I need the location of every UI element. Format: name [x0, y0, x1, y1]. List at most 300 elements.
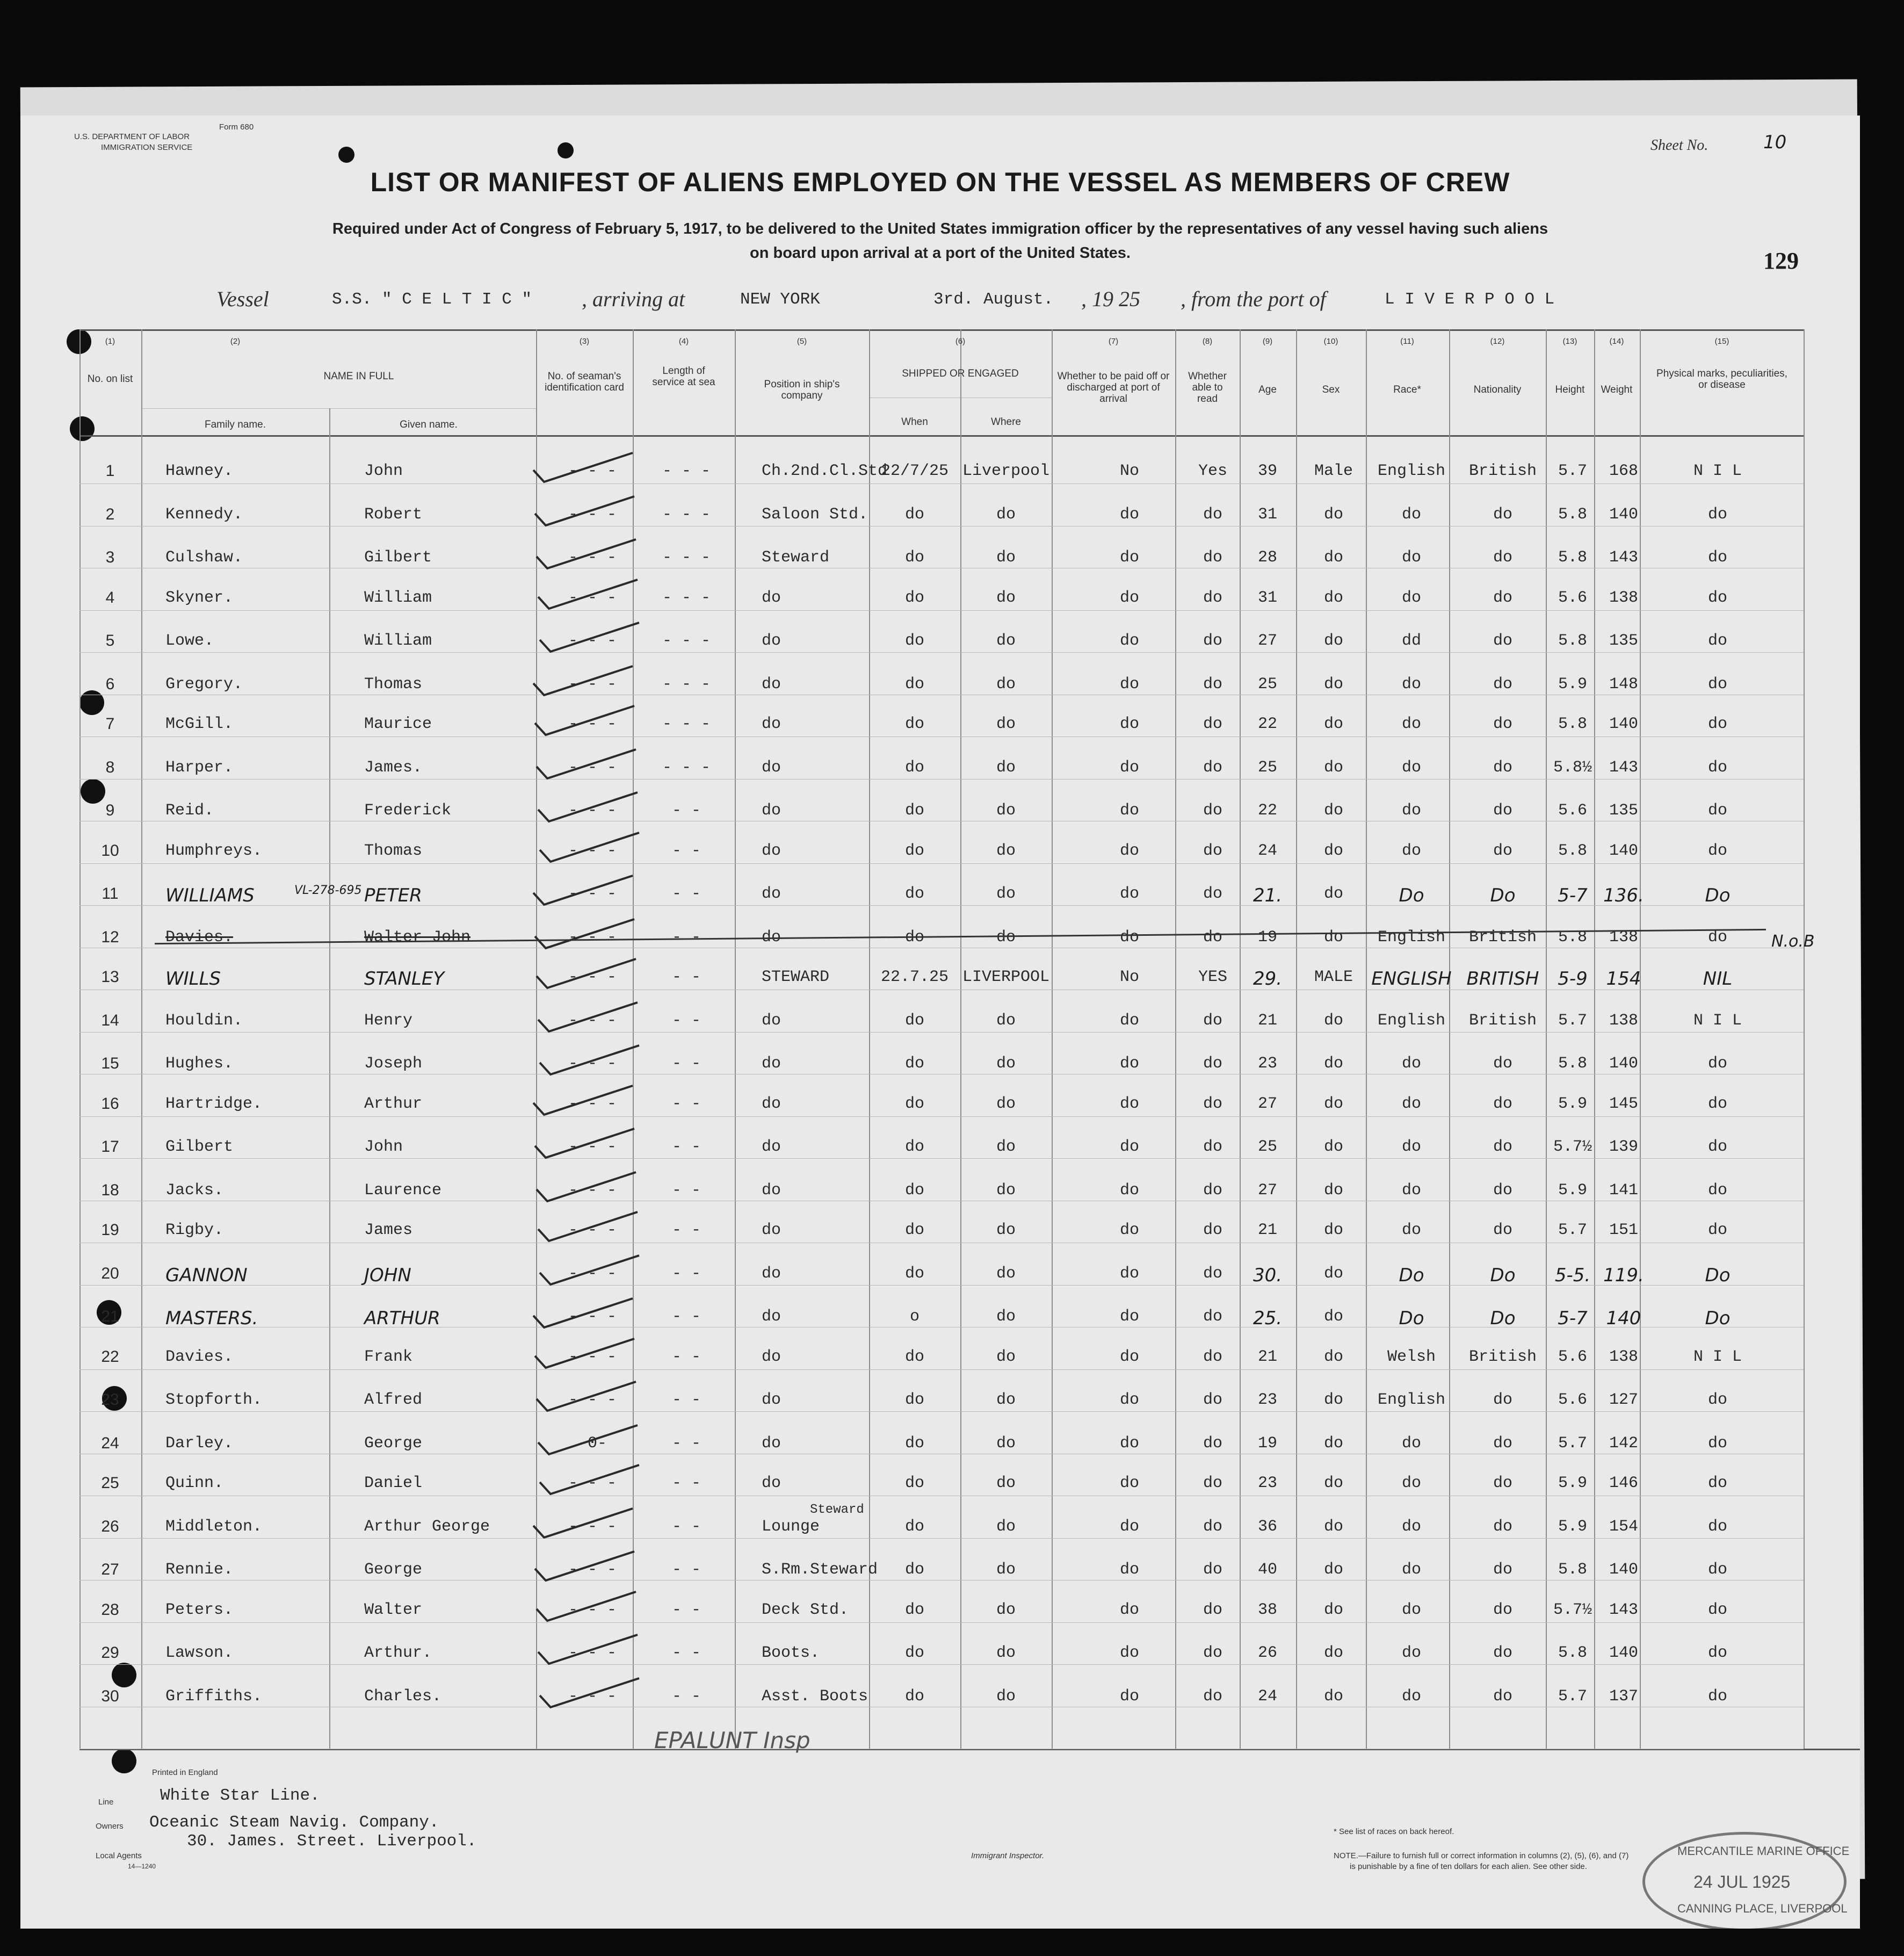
cell-family: Rennie. — [165, 1561, 234, 1579]
cell-paid: do — [1119, 505, 1140, 524]
cell-no: 27 — [101, 1561, 119, 1578]
cell-race: do — [1401, 548, 1422, 567]
cell-where: do — [996, 1600, 1016, 1619]
cell-no: 29 — [101, 1644, 119, 1662]
cell-age: 24 — [1257, 841, 1278, 860]
cell-age: 21. — [1253, 885, 1283, 906]
cell-family: Davies. — [165, 928, 234, 947]
cell-card: - - - — [568, 462, 617, 480]
cell-height: 5.9 — [1558, 1517, 1588, 1536]
cell-weight: 140 — [1609, 1561, 1639, 1579]
cell-paid: do — [1119, 1264, 1140, 1283]
cell-marks: do — [1707, 588, 1728, 607]
cell-service: - - — [671, 1181, 701, 1200]
cell-marks: do — [1707, 841, 1728, 860]
cell-paid: do — [1119, 1474, 1140, 1492]
cell-nationality: do — [1493, 1474, 1513, 1492]
cell-height: 5.7 — [1558, 1011, 1588, 1030]
cell-height: 5.8 — [1558, 841, 1588, 860]
cell-race: do — [1401, 715, 1422, 733]
column-divider — [1052, 329, 1053, 1749]
arriving-label: , arriving at — [582, 287, 685, 311]
cell-age: 22 — [1257, 715, 1278, 733]
cell-marks: do — [1707, 1517, 1728, 1536]
cell-card: - - - — [568, 928, 617, 947]
cell-when: 22/7/25 — [880, 462, 949, 480]
check-mark-icon — [532, 1547, 640, 1585]
cell-no: 28 — [101, 1600, 119, 1619]
cell-marks: do — [1707, 505, 1728, 524]
binder-hole — [67, 329, 91, 354]
cell-position: do — [762, 1308, 781, 1326]
cell-given: ARTHUR — [364, 1308, 440, 1329]
cell-service: - - — [671, 1011, 701, 1030]
cell-weight: 135 — [1609, 802, 1639, 820]
check-mark-icon — [535, 1630, 643, 1668]
column-number: (6) — [955, 337, 966, 346]
cell-sex: do — [1323, 1094, 1344, 1113]
cell-when: do — [904, 928, 925, 947]
inspector-signature: EPALUNT Insp — [654, 1727, 810, 1753]
cell-sex: do — [1323, 1391, 1344, 1409]
arrival-port: NEW YORK — [740, 290, 820, 309]
cell-read: do — [1203, 1561, 1223, 1579]
cell-position: Boots. — [762, 1644, 820, 1662]
cell-card: - - - — [568, 715, 617, 733]
cell-when: do — [904, 1474, 925, 1492]
cell-where: do — [996, 1094, 1016, 1113]
cell-age: 27 — [1257, 1094, 1278, 1113]
cell-paid: do — [1119, 1687, 1140, 1706]
cell-paid: do — [1119, 1600, 1140, 1619]
cell-height: 5.8 — [1558, 632, 1588, 650]
cell-where: do — [996, 1644, 1016, 1662]
cell-age: 19 — [1257, 1434, 1278, 1453]
cell-where: do — [996, 928, 1016, 947]
cell-where: do — [996, 1138, 1016, 1156]
row-rule — [79, 1285, 1804, 1286]
column-number: (14) — [1609, 337, 1624, 346]
check-mark-icon — [531, 871, 638, 909]
cell-position: do — [762, 1264, 781, 1283]
cell-where: do — [996, 1308, 1016, 1326]
cell-marks: Do — [1705, 1308, 1731, 1329]
cell-age: 21 — [1257, 1011, 1278, 1030]
cell-no: 5 — [105, 632, 115, 649]
cell-no: 19 — [101, 1221, 119, 1239]
cell-when: do — [904, 841, 925, 860]
cell-where: do — [996, 1055, 1016, 1073]
column-divider — [141, 329, 142, 1749]
cell-marks: do — [1707, 1561, 1728, 1579]
cell-nationality: do — [1493, 548, 1513, 567]
cell-height: 5.6 — [1558, 1391, 1588, 1409]
cell-card: - - - — [568, 588, 617, 607]
cell-no: 16 — [101, 1094, 119, 1113]
cell-race: dd — [1401, 632, 1422, 650]
cell-nationality: do — [1493, 1561, 1513, 1579]
row-rule — [79, 1116, 1804, 1117]
cell-where: do — [996, 715, 1016, 733]
cell-given: Henry — [364, 1011, 413, 1030]
cell-where: do — [996, 632, 1016, 650]
cell-read: do — [1203, 1347, 1223, 1366]
cell-where: do — [996, 1011, 1016, 1030]
cell-where: do — [996, 1347, 1016, 1366]
cell-no: 8 — [105, 758, 115, 776]
cell-service: - - — [671, 1347, 701, 1366]
cell-given: Arthur George — [364, 1517, 490, 1536]
cell-position: do — [762, 758, 781, 777]
cell-where: do — [996, 1517, 1016, 1536]
cell-card: - - - — [568, 1687, 617, 1706]
cell-marks: do — [1707, 1600, 1728, 1619]
cell-nationality: do — [1493, 632, 1513, 650]
cell-family: Gregory. — [165, 675, 243, 694]
staple-hole — [338, 147, 354, 163]
cell-read: do — [1203, 1434, 1223, 1453]
cell-position: do — [762, 1011, 781, 1030]
column-divider — [1594, 329, 1595, 1749]
column-number: (3) — [579, 337, 590, 346]
column-header-weight: Weight — [1601, 384, 1633, 395]
cell-no: 11 — [102, 885, 119, 903]
cell-given: William — [364, 632, 432, 650]
column-header-able-read: Whether able to read — [1188, 371, 1227, 405]
cell-when: o — [909, 1308, 920, 1326]
cell-race: do — [1401, 588, 1422, 607]
column-divider — [869, 329, 870, 1749]
cell-service: - - — [671, 928, 701, 947]
cell-card: - - - — [568, 1474, 617, 1492]
cell-marks: N I L — [1693, 1347, 1742, 1366]
footer-note-2: is punishable by a fine of ten dollars for each alien. See other side. — [1350, 1862, 1587, 1871]
column-number: (2) — [230, 337, 241, 346]
cell-marks: do — [1707, 1055, 1728, 1073]
sheet-number: 10 — [1763, 132, 1787, 153]
cell-given: James. — [364, 758, 423, 777]
cell-nationality: do — [1493, 1391, 1513, 1409]
cell-race: English — [1377, 928, 1446, 947]
cell-given: Joseph — [364, 1055, 423, 1073]
cell-age: 40 — [1257, 1561, 1278, 1579]
cell-when: do — [904, 1347, 925, 1366]
binder-hole — [112, 1663, 136, 1687]
cell-given: Frank — [364, 1347, 413, 1366]
cell-family: Quinn. — [165, 1474, 224, 1492]
cell-family: Gilbert — [165, 1138, 234, 1156]
cell-sex: do — [1323, 1434, 1344, 1453]
cell-card: - - - — [568, 505, 617, 524]
cell-no: 4 — [105, 588, 115, 607]
cell-family: MASTERS. — [165, 1308, 258, 1329]
cell-read: do — [1203, 505, 1223, 524]
cell-paid: do — [1119, 675, 1140, 694]
cell-nationality: BRITISH — [1466, 968, 1539, 990]
cell-paid: do — [1119, 632, 1140, 650]
cell-given: Maurice — [364, 715, 432, 733]
cell-age: 23 — [1257, 1055, 1278, 1073]
cell-paid: do — [1119, 1517, 1140, 1536]
cell-race: do — [1401, 1055, 1422, 1073]
cell-weight: 142 — [1609, 1434, 1639, 1453]
cell-nationality: do — [1493, 505, 1513, 524]
cell-service: - - — [671, 1094, 701, 1113]
cell-nationality: British — [1468, 462, 1537, 480]
margin-note: N.o.B — [1771, 932, 1815, 951]
cell-marks: do — [1707, 1221, 1728, 1239]
cell-given: John — [364, 462, 403, 480]
cell-weight: 140 — [1609, 505, 1639, 524]
cell-service: - - — [671, 1221, 701, 1239]
cell-no: 7 — [105, 715, 115, 733]
cell-card: - - - — [568, 1094, 617, 1113]
cell-family: GANNON — [165, 1264, 248, 1286]
check-mark-icon — [537, 828, 645, 866]
column-number: (12) — [1490, 337, 1505, 346]
check-mark-icon — [534, 955, 641, 992]
cell-card: - - - — [568, 1517, 617, 1536]
cell-family: Davies. — [165, 1347, 234, 1366]
cell-no: 20 — [101, 1264, 119, 1282]
cell-race: Do — [1399, 1264, 1424, 1286]
cell-marks: do — [1707, 1181, 1728, 1200]
cell-weight: 127 — [1609, 1391, 1639, 1409]
cell-no: 21 — [101, 1308, 119, 1325]
cell-age: 23 — [1257, 1391, 1278, 1409]
row-rule — [79, 1411, 1804, 1412]
cell-weight: 140 — [1609, 1644, 1639, 1662]
cell-age: 30. — [1253, 1264, 1283, 1286]
cell-race: English — [1377, 1391, 1446, 1409]
cell-marks: Do — [1705, 1264, 1731, 1286]
column-number: (11) — [1400, 337, 1414, 346]
cell-weight: 146 — [1609, 1474, 1639, 1492]
cell-paid: do — [1119, 1391, 1140, 1409]
cell-weight: 137 — [1609, 1687, 1639, 1706]
column-header-paid-off: Whether to be paid off or discharged at port of arrival — [1057, 371, 1170, 405]
cell-where: do — [996, 802, 1016, 820]
cell-service: - - — [671, 1600, 701, 1619]
agents-label: Local Agents — [96, 1851, 142, 1860]
cell-nationality: do — [1493, 1055, 1513, 1073]
cell-weight: 138 — [1609, 1011, 1639, 1030]
cell-family: Stopforth. — [165, 1391, 263, 1409]
cell-marks: do — [1707, 1644, 1728, 1662]
cell-position: Deck Std. — [762, 1600, 849, 1619]
cell-height: 5.8 — [1558, 505, 1588, 524]
cell-weight: 135 — [1609, 632, 1639, 650]
printed-in-england: Printed in England — [152, 1768, 218, 1777]
cell-sex: Male — [1314, 462, 1353, 480]
cell-marks: do — [1707, 548, 1728, 567]
cell-read: do — [1203, 632, 1223, 650]
cell-nationality: British — [1468, 928, 1537, 947]
cell-position: do — [762, 928, 781, 947]
column-header-sex: Sex — [1322, 384, 1340, 395]
name-subrule — [141, 408, 536, 409]
cell-weight: 154 — [1609, 1517, 1639, 1536]
cell-weight: 143 — [1609, 548, 1639, 567]
cell-when: do — [904, 1138, 925, 1156]
cell-where: do — [996, 1391, 1016, 1409]
cell-when: do — [904, 802, 925, 820]
cell-sex: do — [1323, 505, 1344, 524]
cell-weight: 119. — [1603, 1264, 1644, 1286]
cell-read: do — [1203, 1181, 1223, 1200]
cell-given: Thomas — [364, 675, 423, 694]
cell-when: do — [904, 1687, 925, 1706]
cell-family: Middleton. — [165, 1517, 263, 1536]
cell-card: - - - — [568, 1600, 617, 1619]
cell-given: Thomas — [364, 841, 423, 860]
cell-paid: No — [1119, 462, 1140, 480]
cell-given: Gilbert — [364, 548, 432, 567]
cell-sex: do — [1323, 1561, 1344, 1579]
check-mark-icon — [537, 1461, 645, 1498]
cell-marks: NIL — [1703, 968, 1733, 990]
cell-height: 5-5. — [1554, 1264, 1591, 1286]
cell-read: do — [1203, 1517, 1223, 1536]
cell-card: - - - — [568, 885, 617, 903]
cell-service: - - — [671, 1055, 701, 1073]
column-divider — [960, 329, 961, 1749]
column-header-where: Where — [991, 416, 1021, 428]
cell-service: - - - — [662, 632, 711, 650]
cell-height: 5-7 — [1558, 885, 1588, 906]
cell-when: 22.7.25 — [880, 968, 949, 986]
column-number: (8) — [1202, 337, 1213, 346]
cell-when: do — [904, 758, 925, 777]
cell-family: WILLS — [165, 968, 221, 990]
cell-given: JOHN — [364, 1264, 411, 1286]
cell-card: - - - — [568, 1055, 617, 1073]
cell-given: Arthur. — [364, 1644, 432, 1662]
cell-card: - - - — [568, 802, 617, 820]
cell-race: do — [1401, 1561, 1422, 1579]
check-mark-icon — [532, 702, 640, 739]
check-mark-icon — [537, 1041, 645, 1079]
cell-service: - - - — [662, 548, 711, 567]
cell-race: do — [1401, 1687, 1422, 1706]
cell-where: do — [996, 1221, 1016, 1239]
cell-weight: 139 — [1609, 1138, 1639, 1156]
cell-family: Lowe. — [165, 632, 214, 650]
cell-marks: Do — [1705, 885, 1731, 906]
cell-marks: N I L — [1693, 462, 1742, 480]
column-number: (13) — [1562, 337, 1577, 346]
cell-paid: No — [1119, 968, 1140, 986]
cell-nationality: do — [1493, 1517, 1513, 1536]
cell-nationality: do — [1493, 802, 1513, 820]
column-divider — [1296, 329, 1297, 1749]
cell-card: - - - — [568, 675, 617, 694]
cell-race: do — [1401, 1517, 1422, 1536]
cell-no: 26 — [101, 1517, 119, 1535]
cell-sex: do — [1323, 885, 1344, 903]
cell-race: Welsh — [1387, 1347, 1436, 1366]
cell-paid: do — [1119, 1347, 1140, 1366]
cell-service: - - — [671, 1644, 701, 1662]
row-rule — [79, 1158, 1804, 1159]
cell-read: do — [1203, 1600, 1223, 1619]
cell-height: 5.8 — [1558, 928, 1588, 947]
cell-family: McGill. — [165, 715, 234, 733]
cell-paid: do — [1119, 588, 1140, 607]
cell-race: ENGLISH — [1371, 968, 1452, 990]
cell-service: - - — [671, 885, 701, 903]
cell-paid: do — [1119, 548, 1140, 567]
cell-sex: do — [1323, 588, 1344, 607]
cell-age: 21 — [1257, 1347, 1278, 1366]
owners-value: Oceanic Steam Navig. Company. — [149, 1813, 439, 1832]
row-rule — [79, 1664, 1804, 1665]
cell-no: 10 — [101, 841, 119, 860]
cell-sex: do — [1323, 1600, 1344, 1619]
check-mark-icon — [534, 745, 641, 783]
cell-card: - - - — [568, 1264, 617, 1283]
inspector-label: Immigrant Inspector. — [971, 1851, 1045, 1860]
cell-sex: do — [1323, 1221, 1344, 1239]
cell-when: do — [904, 1221, 925, 1239]
cell-given: Laurence — [364, 1181, 442, 1200]
cell-read: do — [1203, 588, 1223, 607]
cell-service: - - — [671, 968, 701, 986]
column-number: (5) — [797, 337, 807, 346]
column-divider — [1804, 329, 1805, 1749]
cell-paid: do — [1119, 1138, 1140, 1156]
column-header-physical: Physical marks, peculiarities, or disease — [1656, 368, 1787, 391]
cell-weight: 138 — [1609, 928, 1639, 947]
cell-given: Alfred — [364, 1391, 423, 1409]
page-title: LIST OR MANIFEST OF ALIENS EMPLOYED ON THE VESSEL AS MEMBERS OF CREW — [370, 167, 1510, 197]
cell-paid: do — [1119, 1181, 1140, 1200]
cell-where: do — [996, 1561, 1016, 1579]
cell-service: - - — [671, 1434, 701, 1453]
cell-age: 25 — [1257, 1138, 1278, 1156]
cell-nationality: Do — [1490, 1264, 1516, 1286]
column-divider — [1449, 329, 1450, 1749]
cell-age: 22 — [1257, 802, 1278, 820]
cell-service: - - — [671, 841, 701, 860]
cell-given: George — [364, 1434, 423, 1453]
row-rule — [79, 483, 1804, 484]
cell-sex: do — [1323, 928, 1344, 947]
cell-given: Daniel — [364, 1474, 423, 1492]
column-number: (10) — [1323, 337, 1338, 346]
cell-read: do — [1203, 885, 1223, 903]
cell-marks: do — [1707, 1391, 1728, 1409]
cell-paid: do — [1119, 1644, 1140, 1662]
cell-card: - - - — [568, 841, 617, 860]
cell-service: - - - — [662, 675, 711, 694]
cell-sex: MALE — [1314, 968, 1353, 986]
row-rule — [79, 652, 1804, 653]
cell-paid: do — [1119, 758, 1140, 777]
cell-where: do — [996, 841, 1016, 860]
cell-service: - - — [671, 1138, 701, 1156]
column-divider — [329, 408, 330, 1749]
cell-position: do — [762, 1347, 781, 1366]
cell-race: do — [1401, 1094, 1422, 1113]
column-divider — [1175, 329, 1176, 1749]
column-header-nationality: Nationality — [1473, 384, 1522, 395]
column-number: (9) — [1262, 337, 1273, 346]
cell-read: do — [1203, 802, 1223, 820]
column-header-race: Race* — [1393, 384, 1421, 395]
cell-read: do — [1203, 1138, 1223, 1156]
cell-race: do — [1401, 1474, 1422, 1492]
